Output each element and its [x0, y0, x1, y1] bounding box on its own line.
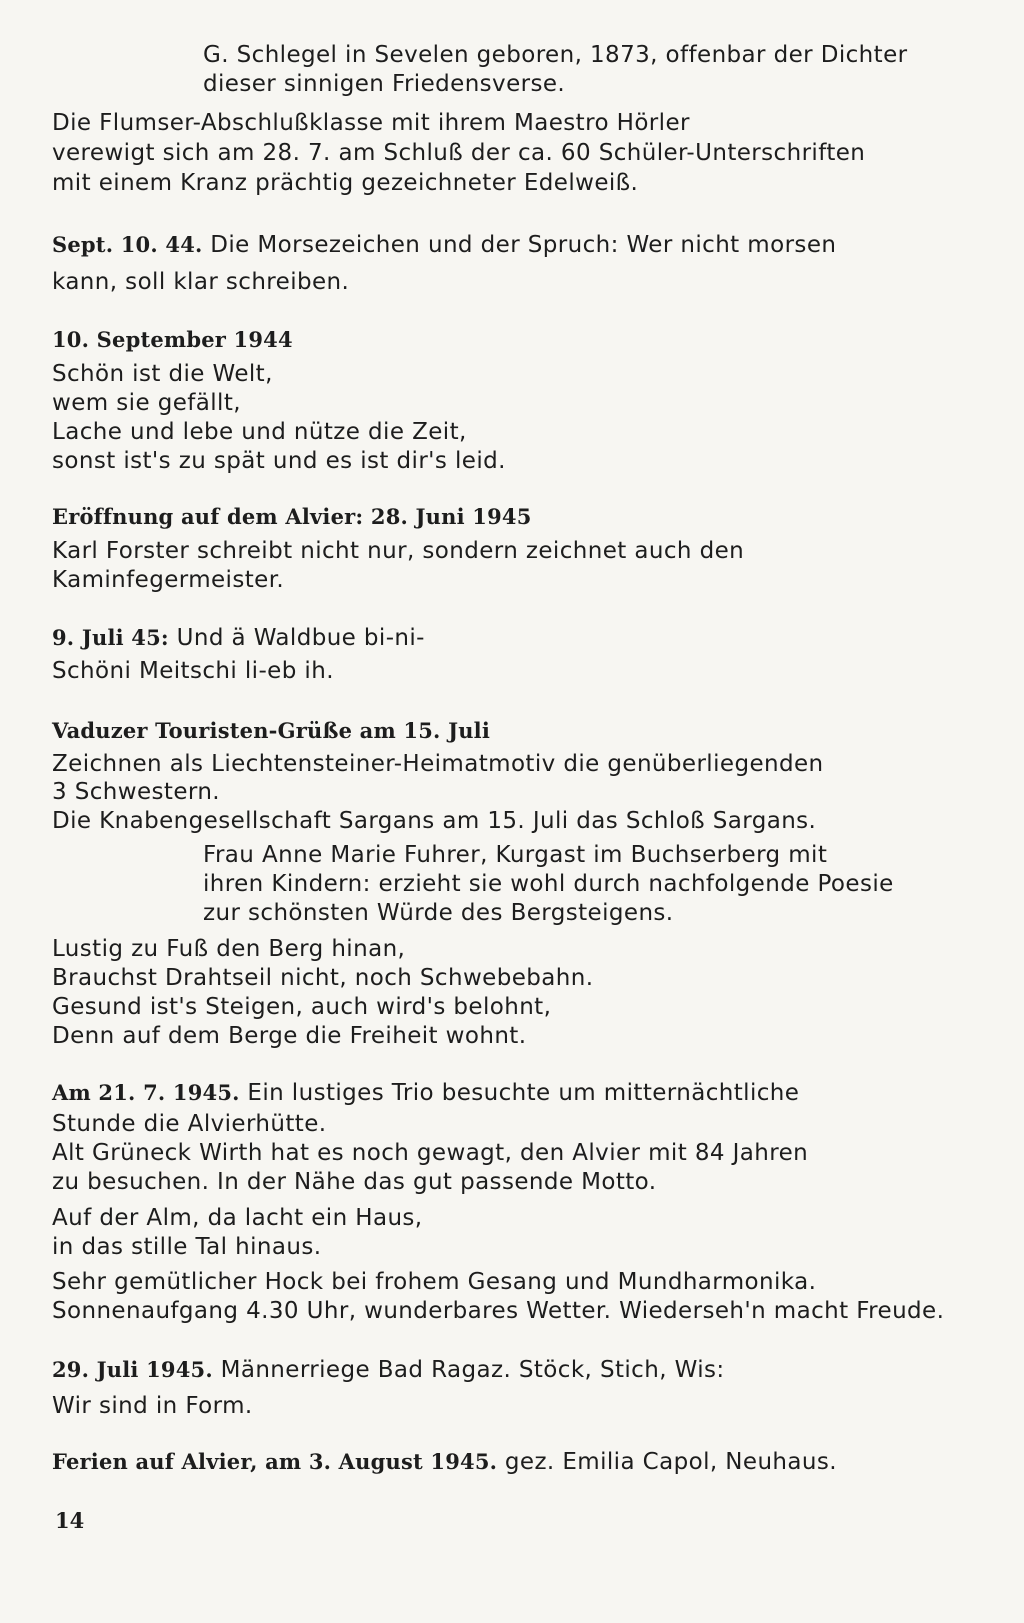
- am21-line-3: zu besuchen. In der Nähe das gut passende Motto.: [52, 1169, 657, 1195]
- entry-29-juli-1945: [52, 1355, 725, 1385]
- entry-date: 29. Juli 1945.: [52, 1357, 213, 1382]
- verse-line: Brauchst Drahtseil nicht, noch Schwebebahn.: [52, 965, 594, 991]
- am21-line-1: Stunde die Alvierhütte.: [52, 1111, 327, 1137]
- verse-line: Auf der Alm, da lacht ein Haus,: [52, 1205, 423, 1231]
- verse-line: Schön ist die Welt,: [52, 361, 273, 387]
- vaduz-line-1: Zeichnen als Liechtensteiner-Heimatmotiv die genüberliegenden: [52, 751, 824, 777]
- am21-after-line-2: Sonnenaufgang 4.30 Uhr, wunderbares Wetter. Wiederseh'n macht Freude.: [52, 1298, 945, 1324]
- vaduz-line-2: 3 Schwestern.: [52, 779, 221, 805]
- verse-line: Lustig zu Fuß den Berg hinan,: [52, 936, 406, 962]
- verse-line: Gesund ist's Steigen, auch wird's belohnt,: [52, 994, 552, 1020]
- eroeffnung-line-1: Karl Forster schreibt nicht nur, sondern zeichnet auch den: [52, 538, 745, 564]
- page-number: 14: [55, 1508, 85, 1533]
- entry-text: Ein lustiges Trio besuchte um mitternächtliche: [247, 1080, 800, 1106]
- vaduz-indented-line-3: zur schönsten Würde des Bergsteigens.: [203, 900, 674, 926]
- am21-line-2: Alt Grüneck Wirth hat es noch gewagt, den Alvier mit 84 Jahren: [52, 1140, 809, 1166]
- entry-text: Männerriege Bad Ragaz. Stöck, Stich, Wis:: [220, 1357, 725, 1383]
- verse-line: wem sie gefällt,: [52, 390, 241, 416]
- entry-date: 9. Juli 45:: [52, 625, 169, 650]
- entry-ferien-alvier: [52, 1447, 837, 1477]
- entry-text: Und ä Waldbue bi-ni-: [176, 625, 425, 651]
- heading-10-september-1944: 10. September 1944: [52, 327, 293, 352]
- heading-eroeffnung: Eröffnung auf dem Alvier: 28. Juni 1945: [52, 504, 532, 529]
- am21-after-line-1: Sehr gemütlicher Hock bei frohem Gesang und Mundharmonika.: [52, 1269, 817, 1295]
- vaduz-indented-line-1: Frau Anne Marie Fuhrer, Kurgast im Buchserberg mit: [203, 842, 828, 868]
- entry-9-juli-45: [52, 623, 425, 653]
- heading-vaduzer: Vaduzer Touristen-Grüße am 15. Juli: [52, 718, 491, 743]
- entry-text: gez. Emilia Capol, Neuhaus.: [504, 1449, 837, 1475]
- verse-line: Lache und lebe und nütze die Zeit,: [52, 419, 467, 445]
- eroeffnung-line-2: Kaminfegermeister.: [52, 567, 285, 593]
- entry-29-juli-1945-line-2: Wir sind in Form.: [52, 1393, 253, 1419]
- entry-date: Ferien auf Alvier, am 3. August 1945.: [52, 1449, 498, 1474]
- entry-sept-10-44: [52, 230, 836, 260]
- entry-date: Sept. 10. 44.: [52, 232, 203, 257]
- intro-line-1: G. Schlegel in Sevelen geboren, 1873, offenbar der Dichter: [203, 42, 908, 68]
- verse-line: in das stille Tal hinaus.: [52, 1234, 322, 1260]
- entry-date: Am 21. 7. 1945.: [52, 1080, 240, 1105]
- flums-line-2: verewigt sich am 28. 7. am Schluß der ca. 60 Schüler-Unterschriften: [52, 140, 866, 166]
- entry-9-juli-45-line-2: Schöni Meitschi li-eb ih.: [52, 658, 334, 684]
- entry-am-21-7-1945: [52, 1078, 799, 1108]
- verse-line: sonst ist's zu spät und es ist dir's leid.: [52, 448, 506, 474]
- flums-line-3: mit einem Kranz prächtig gezeichneter Edelweiß.: [52, 170, 639, 196]
- vaduz-indented-line-2: ihren Kindern: erzieht sie wohl durch nachfolgende Poesie: [203, 871, 894, 897]
- verse-line: Denn auf dem Berge die Freiheit wohnt.: [52, 1023, 527, 1049]
- entry-sept-10-44-line-2: kann, soll klar schreiben.: [52, 269, 350, 295]
- entry-text: Die Morsezeichen und der Spruch: Wer nicht morsen: [210, 232, 837, 258]
- intro-line-2: dieser sinnigen Friedensverse.: [203, 71, 566, 97]
- vaduz-line-3: Die Knabengesellschaft Sargans am 15. Juli das Schloß Sargans.: [52, 808, 817, 834]
- flums-line-1: Die Flumser-Abschlußklasse mit ihrem Maestro Hörler: [52, 110, 690, 136]
